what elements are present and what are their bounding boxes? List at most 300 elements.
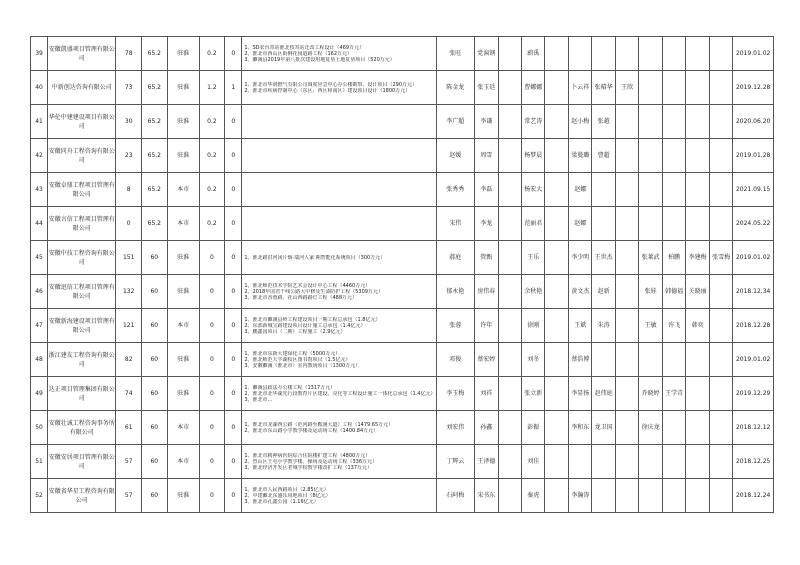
member-name: 张娃	[639, 275, 662, 309]
member-name	[498, 479, 521, 513]
member-name: 柏鹏	[662, 241, 685, 275]
member-name: 关晓丽	[686, 275, 709, 309]
member-name: 李显扬	[568, 377, 591, 411]
date: 2018.12.34	[733, 275, 774, 309]
date: 2018.12.28	[733, 309, 774, 343]
score: 0	[116, 207, 142, 241]
member-name	[639, 105, 662, 139]
member-name	[686, 105, 709, 139]
member-name	[662, 479, 685, 513]
member-name	[662, 139, 685, 173]
member-name: 梁曼璐	[568, 139, 591, 173]
member-name	[545, 173, 568, 207]
company-name: 中新创达咨询有限公司	[48, 71, 116, 105]
registration: 驻淮	[167, 275, 199, 309]
member-name: 曹娜娜	[521, 71, 544, 105]
value-2: 0	[225, 377, 242, 411]
member-name: 范丽君	[521, 207, 544, 241]
company-name: 浙江建友工程咨询有限公司	[48, 343, 116, 377]
member-name: 李少明	[568, 241, 591, 275]
table-row	[31, 71, 774, 105]
member-name: 卜云祥	[568, 71, 591, 105]
member-name: 王泽德	[475, 445, 498, 479]
member-name: 张晴华	[592, 71, 615, 105]
registration: 驻淮	[167, 37, 199, 71]
member-name	[709, 309, 732, 343]
project-item: 2、烈山区王屯小学教学楼、操场及运动场工程（336万元）	[244, 458, 378, 465]
member-name	[545, 37, 568, 71]
value-2: 0	[225, 241, 242, 275]
member-name	[686, 37, 709, 71]
member-name	[639, 139, 662, 173]
value-1: 0	[199, 479, 225, 513]
member-name	[662, 445, 685, 479]
member-name	[568, 445, 591, 479]
registration: 本市	[167, 445, 199, 479]
member-name: 刘祥	[475, 377, 498, 411]
member-name	[662, 207, 685, 241]
member-name	[709, 105, 732, 139]
capital: 60	[142, 309, 168, 343]
capital: 65.2	[142, 207, 168, 241]
project-item: 2、2018年国省干线公路大中修及生命防护工程（5309万元）	[244, 288, 383, 295]
member-name: 张玉廷	[475, 71, 498, 105]
member-name	[545, 377, 568, 411]
project-manager: 郝庭	[436, 241, 474, 275]
member-name	[639, 445, 662, 479]
member-name: 孙鑫	[475, 411, 498, 445]
member-name	[615, 105, 638, 139]
value-1: 0.2	[199, 105, 225, 139]
member-name: 杨宏大	[521, 173, 544, 207]
project-item: 1、淮北市精神病医院综合住院楼扩建工程（4800万元）	[244, 452, 371, 459]
member-name: 黄文杰	[568, 275, 591, 309]
member-name	[592, 173, 615, 207]
value-2: 0	[225, 309, 242, 343]
member-name: 赵新	[592, 275, 615, 309]
project-item: 2、淮北市疾病控制中心（东区、西区和南区）建设项目设计（1800万元）	[244, 87, 411, 94]
project-list	[242, 377, 436, 411]
value-1: 0.2	[199, 173, 225, 207]
member-name	[686, 377, 709, 411]
score: 23	[116, 139, 142, 173]
value-1: 1.2	[199, 71, 225, 105]
member-name	[615, 207, 638, 241]
member-name	[545, 479, 568, 513]
member-name	[709, 343, 732, 377]
member-name	[592, 207, 615, 241]
member-name	[545, 411, 568, 445]
member-name	[545, 139, 568, 173]
member-name	[498, 343, 521, 377]
project-manager: 李玉梅	[436, 377, 474, 411]
date: 2019.01.02	[733, 343, 774, 377]
capital: 65.2	[142, 105, 168, 139]
project-item: 1、濉溪县政法办公楼工程（1317万元）	[244, 384, 336, 391]
project-list	[242, 445, 436, 479]
project-manager: 丁辉云	[436, 445, 474, 479]
member-name: 王学青	[662, 377, 685, 411]
value-2: 0	[225, 445, 242, 479]
member-name: 张莱武	[639, 241, 662, 275]
member-name: 党演钢	[475, 37, 498, 71]
project-item: 3、安徽濉溪（淮北市）室内教场项目（1300万元）	[244, 362, 361, 369]
member-name: 许飞	[662, 309, 685, 343]
project-list	[242, 275, 436, 309]
row-number: 49	[31, 377, 48, 411]
project-item: 2、淮北市北华湖先行段教育片区建设、亮化等工程设计施工一体化总承包（1.4亿元）	[244, 390, 436, 397]
table-row	[31, 105, 774, 139]
table-row	[31, 207, 774, 241]
project-item: 1、淮北市华润燃气有限公司调度应急中心办公楼勘察、设计项目（290万元）	[244, 81, 418, 88]
project-item: 3、淮北市香蓉路、花山西路路灯工程（488万元）	[244, 294, 358, 301]
row-number: 40	[31, 71, 48, 105]
member-name: 彭振	[521, 411, 544, 445]
member-name	[686, 411, 709, 445]
registration: 驻淮	[167, 377, 199, 411]
member-name	[686, 173, 709, 207]
capital: 60	[142, 377, 168, 411]
date: 2019.12.29	[733, 377, 774, 411]
project-manager: 邓俊	[436, 343, 474, 377]
member-name: 徐刚	[521, 309, 544, 343]
row-number: 46	[31, 275, 48, 309]
member-name	[592, 479, 615, 513]
project-list	[242, 37, 436, 71]
value-1: 0	[199, 309, 225, 343]
company-name: 安徽安居项目管理有限公司	[48, 445, 116, 479]
member-name	[639, 37, 662, 71]
member-name	[615, 139, 638, 173]
capital: 60	[142, 343, 168, 377]
member-name	[498, 37, 521, 71]
project-item: 1、淮北市人民西路项目（2.85亿元）	[244, 486, 329, 493]
score: 8	[116, 173, 142, 207]
member-name	[498, 309, 521, 343]
member-name	[686, 139, 709, 173]
member-name	[498, 207, 521, 241]
member-name: 蔚禹	[521, 37, 544, 71]
member-name: 韩奕	[686, 309, 709, 343]
table-row	[31, 241, 774, 275]
value-2: 0	[225, 479, 242, 513]
member-name	[545, 343, 568, 377]
value-1: 0	[199, 377, 225, 411]
project-manager: 李广超	[436, 105, 474, 139]
member-name	[709, 139, 732, 173]
company-name: 安徽凯盛项目管理有限公司	[48, 37, 116, 71]
project-manager: 郁永艳	[436, 275, 474, 309]
value-2: 0	[225, 105, 242, 139]
member-name: 杨梦晨	[521, 139, 544, 173]
member-name	[615, 479, 638, 513]
value-2: 0	[225, 275, 242, 309]
project-item: 2、中建濉北东盛乐用地项目（8亿元）	[244, 492, 331, 499]
member-name: 张立新	[521, 377, 544, 411]
value-2: 0	[225, 37, 242, 71]
member-name: 赵娜	[568, 173, 591, 207]
member-name	[615, 343, 638, 377]
member-name: 王欣	[615, 71, 638, 105]
member-name	[686, 71, 709, 105]
company-name: 安徽言信工程项目管理有限公司	[48, 207, 116, 241]
project-item: 3、濉溪县2019年第八批次建设用地复垦土地复垦项目（520万元）	[244, 56, 395, 63]
capital: 65.2	[142, 71, 168, 105]
table-row	[31, 445, 774, 479]
member-name	[592, 343, 615, 377]
member-name	[615, 173, 638, 207]
member-name	[709, 173, 732, 207]
project-item: 1、SD农台寄站淮北枝寄站迁改工程设计（469万元）	[244, 44, 365, 51]
member-name	[615, 411, 638, 445]
project-list	[242, 241, 436, 275]
value-1: 0	[199, 275, 225, 309]
registration: 驻淮	[167, 343, 199, 377]
member-name	[639, 71, 662, 105]
row-number: 51	[31, 445, 48, 479]
member-name	[686, 445, 709, 479]
member-name: 王乐	[521, 241, 544, 275]
member-name: 王敏	[639, 309, 662, 343]
table-row	[31, 411, 774, 445]
registration: 驻淮	[167, 105, 199, 139]
date: 2018.12.12	[733, 411, 774, 445]
table-row	[31, 309, 774, 343]
member-name	[639, 343, 662, 377]
member-name: 蔡浩博	[568, 343, 591, 377]
registration: 驻淮	[167, 71, 199, 105]
date: 2021.09.15	[733, 173, 774, 207]
project-item: 3、鹏鑫国项目（二期）工程施工（2.9亿元）	[244, 328, 346, 335]
member-name: 张越	[592, 105, 615, 139]
score: 57	[116, 445, 142, 479]
row-number: 50	[31, 411, 48, 445]
registration: 本市	[167, 411, 199, 445]
member-name	[709, 37, 732, 71]
date: 2024.05.22	[733, 207, 774, 241]
company-name: 安徽迅信工程项目管理有限公司	[48, 275, 116, 309]
capital: 60	[142, 479, 168, 513]
value-1: 0	[199, 343, 225, 377]
project-item: 1、淮北师范技术学院艺术会设计中心工程（4460万元）	[244, 282, 371, 289]
capital: 60	[142, 241, 168, 275]
member-name: 韩德福	[662, 275, 685, 309]
row-number: 41	[31, 105, 48, 139]
member-name	[709, 445, 732, 479]
project-manager: 刘宏伟	[436, 411, 474, 445]
member-name	[545, 241, 568, 275]
project-item: 1、淮北市龙湖西公路（范河路至鞍溪大道）工程（1479.65万元）	[244, 421, 394, 428]
member-name: 赵娜	[568, 207, 591, 241]
project-list	[242, 139, 436, 173]
date: 2019.01.02	[733, 241, 774, 275]
member-name	[498, 105, 521, 139]
score: 151	[116, 241, 142, 275]
row-number: 45	[31, 241, 48, 275]
project-list	[242, 207, 436, 241]
project-list	[242, 411, 436, 445]
registration: 驻淮	[167, 479, 199, 513]
member-name: 李和东	[568, 411, 591, 445]
member-name	[545, 207, 568, 241]
company-name: 华伦中建建设项目有限公司	[48, 105, 116, 139]
project-item: 1、淮北市濉溪县岭工程建设项目一期工程总承包（1.8亿元）	[244, 316, 381, 323]
date: 2019.12.28	[733, 71, 774, 105]
member-name	[615, 241, 638, 275]
registration: 驻淮	[167, 241, 199, 275]
capital: 60	[142, 411, 168, 445]
value-2: 0	[225, 173, 242, 207]
score: 57	[116, 479, 142, 513]
member-name: 刘佳	[521, 445, 544, 479]
row-number: 44	[31, 207, 48, 241]
project-item: 3、淮北市…	[244, 396, 273, 403]
value-1: 0	[199, 411, 225, 445]
project-manager: 石阿梅	[436, 479, 474, 513]
capital: 65.2	[142, 37, 168, 71]
member-name	[709, 479, 732, 513]
member-name	[498, 173, 521, 207]
value-1: 0	[199, 445, 225, 479]
company-name: 安徽中技工程咨询有限公司	[48, 241, 116, 275]
project-item: 3、淮北经济开发区老城学校教学楼改扩工程（137万元）	[244, 464, 373, 471]
member-name	[662, 411, 685, 445]
project-list	[242, 309, 436, 343]
table-row	[31, 479, 774, 513]
registration: 本市	[167, 309, 199, 343]
member-name	[592, 445, 615, 479]
company-name: 达正项目管理集团有限公司	[48, 377, 116, 411]
member-name	[639, 207, 662, 241]
member-name	[545, 309, 568, 343]
company-name: 安徽同舟工程咨询有限公司	[48, 139, 116, 173]
member-name: 房伟春	[475, 275, 498, 309]
member-name: 赵小梅	[568, 105, 591, 139]
member-name	[498, 275, 521, 309]
project-item: 3、淮北市孔鑫公园（1.16亿元）	[244, 498, 319, 505]
company-name: 安徽壮诚工程咨询事务所有限公司	[48, 411, 116, 445]
member-name	[615, 309, 638, 343]
member-name: 李磊	[475, 173, 498, 207]
project-manager: 张秀秀	[436, 173, 474, 207]
score: 73	[116, 71, 142, 105]
value-2: 0	[225, 207, 242, 241]
capital: 65.2	[142, 139, 168, 173]
member-name: 乔晓婷	[639, 377, 662, 411]
member-name	[709, 411, 732, 445]
member-name	[545, 445, 568, 479]
registration: 本市	[167, 173, 199, 207]
date: 2020.06.20	[733, 105, 774, 139]
member-name	[686, 343, 709, 377]
project-item: 2、淮北市东山路小学教学楼及运动场工程（1400.84万元）	[244, 427, 379, 434]
project-manager: 宋伟	[436, 207, 474, 241]
member-name	[498, 377, 521, 411]
member-name: 李谦	[475, 105, 498, 139]
member-name: 蔡宏婷	[475, 343, 498, 377]
row-number: 52	[31, 479, 48, 513]
member-name	[662, 343, 685, 377]
date: 2019.01.28	[733, 139, 774, 173]
row-number: 47	[31, 309, 48, 343]
capital: 60	[142, 445, 168, 479]
member-name	[686, 479, 709, 513]
member-name	[709, 275, 732, 309]
project-item: 1、淮北市东新大建绿化工程（5000万元）	[244, 350, 341, 357]
score: 74	[116, 377, 142, 411]
member-name: 管甄	[475, 241, 498, 275]
member-name	[615, 275, 638, 309]
member-name	[498, 241, 521, 275]
capital: 65.2	[142, 173, 168, 207]
value-1: 0.2	[199, 37, 225, 71]
value-1: 0.2	[199, 207, 225, 241]
table-row	[31, 139, 774, 173]
member-name	[498, 139, 521, 173]
project-list	[242, 343, 436, 377]
value-1: 0.2	[199, 139, 225, 173]
row-number: 42	[31, 139, 48, 173]
member-name	[639, 173, 662, 207]
member-name: 许年	[475, 309, 498, 343]
member-name	[545, 71, 568, 105]
table-row	[31, 343, 774, 377]
project-list	[242, 71, 436, 105]
row-number: 39	[31, 37, 48, 71]
member-name	[545, 275, 568, 309]
score: 61	[116, 411, 142, 445]
project-manager: 张旺	[436, 37, 474, 71]
member-name	[615, 445, 638, 479]
member-name	[709, 71, 732, 105]
member-name: 宋书东	[475, 479, 498, 513]
member-name	[662, 173, 685, 207]
date: 2018.12.25	[733, 445, 774, 479]
project-item: 2、淮北市西山区街桐花园道路工程（162万元）	[244, 50, 353, 57]
member-name: 王斌	[568, 309, 591, 343]
member-name: 常艺涛	[521, 105, 544, 139]
project-manager: 陈金龙	[436, 71, 474, 105]
member-name	[498, 411, 521, 445]
registration: 本市	[167, 207, 199, 241]
capital: 60	[142, 275, 168, 309]
project-manager: 赵媛	[436, 139, 474, 173]
member-name	[686, 207, 709, 241]
value-2: 0	[225, 343, 242, 377]
score: 78	[116, 37, 142, 71]
member-name	[662, 37, 685, 71]
member-name: 余秋艳	[521, 275, 544, 309]
project-list	[242, 173, 436, 207]
member-name	[498, 445, 521, 479]
member-name	[592, 37, 615, 71]
company-table	[30, 36, 774, 513]
member-name: 龙卫国	[592, 411, 615, 445]
value-1: 0	[199, 241, 225, 275]
member-name: 张雪梅	[709, 241, 732, 275]
date: 2019.01.02	[733, 37, 774, 71]
score: 132	[116, 275, 142, 309]
row-number: 48	[31, 343, 48, 377]
value-2: 1	[225, 71, 242, 105]
score: 82	[116, 343, 142, 377]
project-list	[242, 479, 436, 513]
project-manager: 张蓉	[436, 309, 474, 343]
member-name: 徐庆龙	[639, 411, 662, 445]
member-name	[709, 207, 732, 241]
member-name: 赵伟庭	[592, 377, 615, 411]
member-name: 李建梅	[686, 241, 709, 275]
